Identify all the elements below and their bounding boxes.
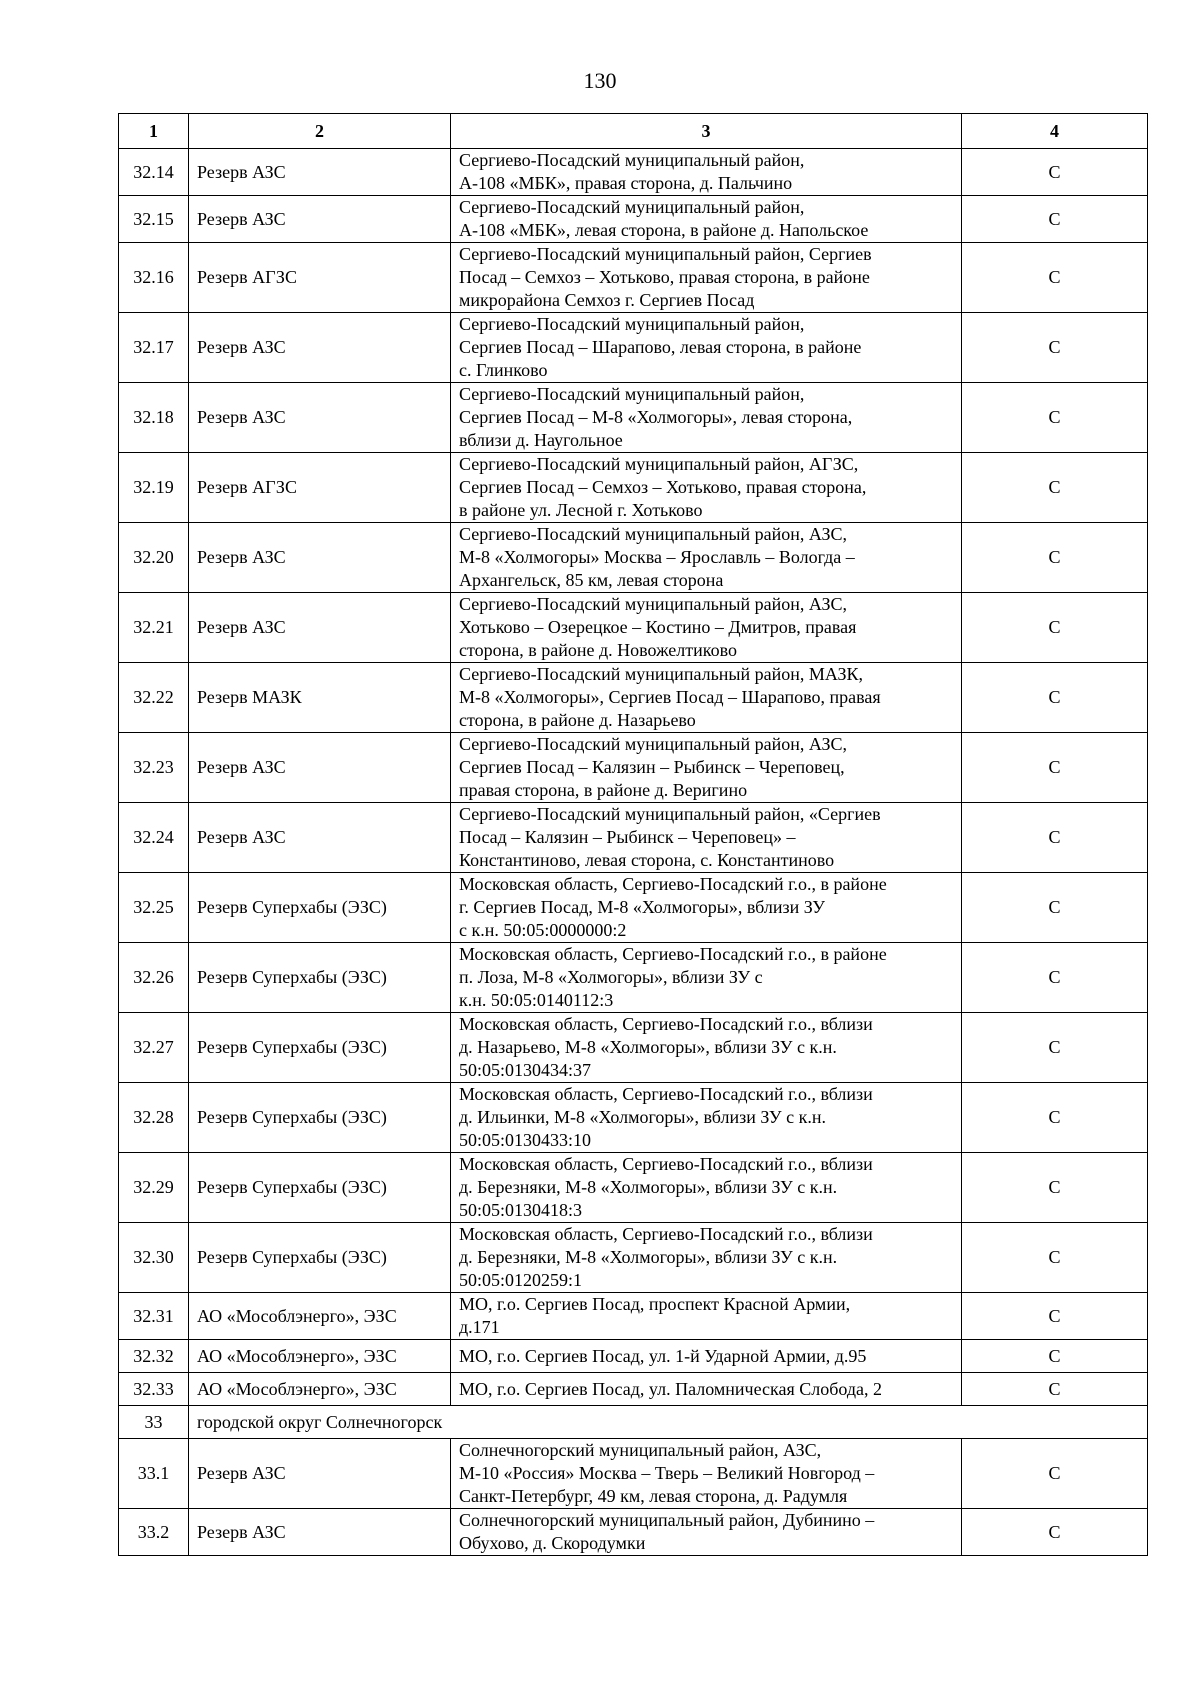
location-line: д. Ильинки, М-8 «Холмогоры», вблизи ЗУ с к.н. [459, 1107, 827, 1127]
object-location [451, 873, 962, 943]
status-code: С [962, 733, 1148, 803]
table-row [119, 733, 1148, 803]
object-name: Резерв Суперхабы (ЭЗС) [189, 873, 451, 943]
table-row [119, 1509, 1148, 1556]
location-line: Сергиево-Посадский муниципальный район, [459, 384, 805, 404]
object-name: АО «Мособлэнерго», ЭЗС [189, 1340, 451, 1373]
object-name: АО «Мособлэнерго», ЭЗС [189, 1373, 451, 1406]
object-location [451, 1340, 962, 1373]
location-line: п. Лоза, М-8 «Холмогоры», вблизи ЗУ с [459, 967, 763, 987]
location-line: Архангельск, 85 км, левая сторона [459, 570, 724, 590]
table-row [119, 943, 1148, 1013]
table-row [119, 243, 1148, 313]
location-line: в районе ул. Лесной г. Хотьково [459, 500, 703, 520]
table-row [119, 593, 1148, 663]
location-line: Московская область, Сергиево-Посадский г.о., в районе [459, 874, 887, 894]
row-number: 32.17 [119, 313, 189, 383]
location-line: вблизи д. Наугольное [459, 430, 623, 450]
table-row [119, 803, 1148, 873]
row-number: 33.1 [119, 1439, 189, 1509]
status-code: С [962, 196, 1148, 243]
status-code: С [962, 663, 1148, 733]
table-row [119, 313, 1148, 383]
location-line: г. Сергиев Посад, М-8 «Холмогоры», вблизи ЗУ [459, 897, 826, 917]
row-number: 32.26 [119, 943, 189, 1013]
location-line: Московская область, Сергиево-Посадский г.о., вблизи [459, 1014, 873, 1034]
location-line: Солнечногорский муниципальный район, Дубинино – [459, 1510, 875, 1530]
location-line: 50:05:0130434:37 [459, 1060, 592, 1080]
location-line: МО, г.о. Сергиев Посад, проспект Красной Армии, [459, 1294, 851, 1314]
location-line: А-108 «МБК», правая сторона, д. Пальчино [459, 173, 793, 193]
object-location [451, 523, 962, 593]
object-location [451, 1439, 962, 1509]
status-code: С [962, 243, 1148, 313]
location-line: д. Березняки, М-8 «Холмогоры», вблизи ЗУ с к.н. [459, 1177, 838, 1197]
location-line: Обухово, д. Скородумки [459, 1533, 646, 1553]
object-name: Резерв АЗС [189, 1509, 451, 1556]
row-number: 32.14 [119, 149, 189, 196]
location-line: к.н. 50:05:0140112:3 [459, 990, 614, 1010]
object-name: Резерв Суперхабы (ЭЗС) [189, 1153, 451, 1223]
page-number: 130 [583, 68, 617, 93]
object-name: Резерв АГЗС [189, 243, 451, 313]
table-row [119, 873, 1148, 943]
row-number: 32.23 [119, 733, 189, 803]
row-number: 33.2 [119, 1509, 189, 1556]
object-name: Резерв АЗС [189, 733, 451, 803]
location-line: Солнечногорский муниципальный район, АЗС, [459, 1440, 822, 1460]
row-number: 32.20 [119, 523, 189, 593]
row-number: 32.30 [119, 1223, 189, 1293]
object-name: Резерв Суперхабы (ЭЗС) [189, 1083, 451, 1153]
object-name: Резерв АЗС [189, 1439, 451, 1509]
location-line: Санкт-Петербург, 49 км, левая сторона, д. Радумля [459, 1486, 848, 1506]
location-line: М-8 «Холмогоры», Сергиев Посад – Шарапово, правая [459, 687, 881, 707]
table-row [119, 1293, 1148, 1340]
row-number: 32.16 [119, 243, 189, 313]
row-number: 32.31 [119, 1293, 189, 1340]
location-line: Сергиев Посад – Семхоз – Хотьково, правая сторона, [459, 477, 867, 497]
status-code: С [962, 1013, 1148, 1083]
object-name: Резерв Суперхабы (ЭЗС) [189, 1223, 451, 1293]
status-code: С [962, 1083, 1148, 1153]
location-line: д.171 [459, 1317, 500, 1337]
location-line: Сергиево-Посадский муниципальный район, [459, 197, 805, 217]
location-line: М-10 «Россия» Москва – Тверь – Великий Новгород – [459, 1463, 875, 1483]
status-code: С [962, 453, 1148, 523]
row-number: 32.19 [119, 453, 189, 523]
object-location [451, 196, 962, 243]
location-line: правая сторона, в районе д. Веригино [459, 780, 748, 800]
object-location [451, 1083, 962, 1153]
row-number: 32.32 [119, 1340, 189, 1373]
object-location [451, 733, 962, 803]
row-number: 32.21 [119, 593, 189, 663]
table-row [119, 1083, 1148, 1153]
object-location [451, 803, 962, 873]
location-line: МО, г.о. Сергиев Посад, ул. Паломническая Слобода, 2 [459, 1378, 883, 1399]
location-line: Посад – Семхоз – Хотьково, правая сторона, в районе [459, 267, 870, 287]
location-line: Сергиев Посад – М-8 «Холмогоры», левая сторона, [459, 407, 853, 427]
location-line: Сергиев Посад – Шарапово, левая сторона, в районе [459, 337, 862, 357]
status-code: С [962, 1373, 1148, 1406]
location-line: Сергиево-Посадский муниципальный район, АЗС, [459, 734, 847, 754]
status-code: С [962, 1340, 1148, 1373]
status-code: С [962, 1293, 1148, 1340]
table-row [119, 453, 1148, 523]
location-line: Московская область, Сергиево-Посадский г.о., вблизи [459, 1154, 873, 1174]
object-location [451, 1509, 962, 1556]
table-row [119, 1223, 1148, 1293]
table-body [119, 149, 1148, 1556]
location-line: Сергиево-Посадский муниципальный район, Сергиев [459, 244, 872, 264]
object-location [451, 1153, 962, 1223]
location-line: Константиново, левая сторона, с. Константиново [459, 850, 835, 870]
registry-table [118, 113, 1148, 1556]
table-row [119, 1373, 1148, 1406]
location-line: д. Березняки, М-8 «Холмогоры», вблизи ЗУ с к.н. [459, 1247, 838, 1267]
location-line: 50:05:0130418:3 [459, 1200, 583, 1220]
location-line: Посад – Калязин – Рыбинск – Череповец» – [459, 827, 796, 847]
object-location [451, 663, 962, 733]
row-number: 32.28 [119, 1083, 189, 1153]
row-number: 32.33 [119, 1373, 189, 1406]
status-code: С [962, 1153, 1148, 1223]
object-name: Резерв МАЗК [189, 663, 451, 733]
column-header-3: 3 [451, 114, 962, 149]
table-row [119, 1153, 1148, 1223]
table-row [119, 383, 1148, 453]
row-number: 32.15 [119, 196, 189, 243]
location-line: М-8 «Холмогоры» Москва – Ярославль – Вологда – [459, 547, 855, 567]
status-code: С [962, 313, 1148, 383]
object-location [451, 453, 962, 523]
table-row [119, 196, 1148, 243]
object-name: Резерв АГЗС [189, 453, 451, 523]
object-name: Резерв Суперхабы (ЭЗС) [189, 943, 451, 1013]
object-name: Резерв Суперхабы (ЭЗС) [189, 1013, 451, 1083]
header-row [119, 114, 1148, 149]
status-code: С [962, 523, 1148, 593]
status-code: С [962, 803, 1148, 873]
table-row [119, 1013, 1148, 1083]
object-name: Резерв АЗС [189, 593, 451, 663]
section-row [119, 1406, 1148, 1439]
object-name: Резерв АЗС [189, 803, 451, 873]
object-location [451, 149, 962, 196]
location-line: Сергиево-Посадский муниципальный район, АЗС, [459, 524, 847, 544]
status-code: С [962, 1509, 1148, 1556]
location-line: МО, г.о. Сергиев Посад, ул. 1-й Ударной Армии, д.95 [459, 1345, 867, 1366]
location-line: Сергиево-Посадский муниципальный район, [459, 150, 805, 170]
status-code: С [962, 593, 1148, 663]
object-location [451, 1293, 962, 1340]
status-code: С [962, 1439, 1148, 1509]
object-location [451, 1373, 962, 1406]
table-row [119, 1439, 1148, 1509]
object-name: Резерв АЗС [189, 313, 451, 383]
object-name: Резерв АЗС [189, 149, 451, 196]
row-number: 32.27 [119, 1013, 189, 1083]
row-number: 32.24 [119, 803, 189, 873]
table-row [119, 1340, 1148, 1373]
location-line: с. Глинково [459, 360, 548, 380]
location-line: Хотьково – Озерецкое – Костино – Дмитров, правая [459, 617, 857, 637]
location-line: Сергиево-Посадский муниципальный район, МАЗК, [459, 664, 863, 684]
location-line: Московская область, Сергиево-Посадский г.о., в районе [459, 944, 887, 964]
object-name: АО «Мособлэнерго», ЭЗС [189, 1293, 451, 1340]
status-code: С [962, 943, 1148, 1013]
status-code: С [962, 383, 1148, 453]
section-title: городской округ Солнечногорск [189, 1406, 1148, 1439]
object-name: Резерв АЗС [189, 383, 451, 453]
location-line: А-108 «МБК», левая сторона, в районе д. Напольское [459, 220, 869, 240]
column-header-2: 2 [189, 114, 451, 149]
section-number: 33 [119, 1406, 189, 1439]
status-code: С [962, 149, 1148, 196]
location-line: Сергиево-Посадский муниципальный район, «Сергиев [459, 804, 881, 824]
object-location [451, 383, 962, 453]
row-number: 32.25 [119, 873, 189, 943]
column-header-1: 1 [119, 114, 189, 149]
location-line: 50:05:0130433:10 [459, 1130, 592, 1150]
row-number: 32.22 [119, 663, 189, 733]
location-line: Сергиево-Посадский муниципальный район, [459, 314, 805, 334]
location-line: сторона, в районе д. Новожелтиково [459, 640, 737, 660]
object-name: Резерв АЗС [189, 523, 451, 593]
table-row [119, 149, 1148, 196]
object-name: Резерв АЗС [189, 196, 451, 243]
table-row [119, 663, 1148, 733]
location-line: Сергиев Посад – Калязин – Рыбинск – Череповец, [459, 757, 845, 777]
location-line: д. Назарьево, М-8 «Холмогоры», вблизи ЗУ с к.н. [459, 1037, 837, 1057]
status-code: С [962, 873, 1148, 943]
location-line: с к.н. 50:05:0000000:2 [459, 920, 627, 940]
object-location [451, 243, 962, 313]
location-line: 50:05:0120259:1 [459, 1270, 583, 1290]
object-location [451, 1223, 962, 1293]
column-header-4: 4 [962, 114, 1148, 149]
table-header [119, 114, 1148, 149]
object-location [451, 593, 962, 663]
location-line: микрорайона Семхоз г. Сергиев Посад [459, 290, 755, 310]
object-location [451, 943, 962, 1013]
location-line: сторона, в районе д. Назарьево [459, 710, 696, 730]
object-location [451, 1013, 962, 1083]
location-line: Сергиево-Посадский муниципальный район, АГЗС, [459, 454, 859, 474]
table-row [119, 523, 1148, 593]
row-number: 32.18 [119, 383, 189, 453]
object-location [451, 313, 962, 383]
location-line: Сергиево-Посадский муниципальный район, АЗС, [459, 594, 847, 614]
location-line: Московская область, Сергиево-Посадский г.о., вблизи [459, 1084, 873, 1104]
location-line: Московская область, Сергиево-Посадский г.о., вблизи [459, 1224, 873, 1244]
status-code: С [962, 1223, 1148, 1293]
row-number: 32.29 [119, 1153, 189, 1223]
